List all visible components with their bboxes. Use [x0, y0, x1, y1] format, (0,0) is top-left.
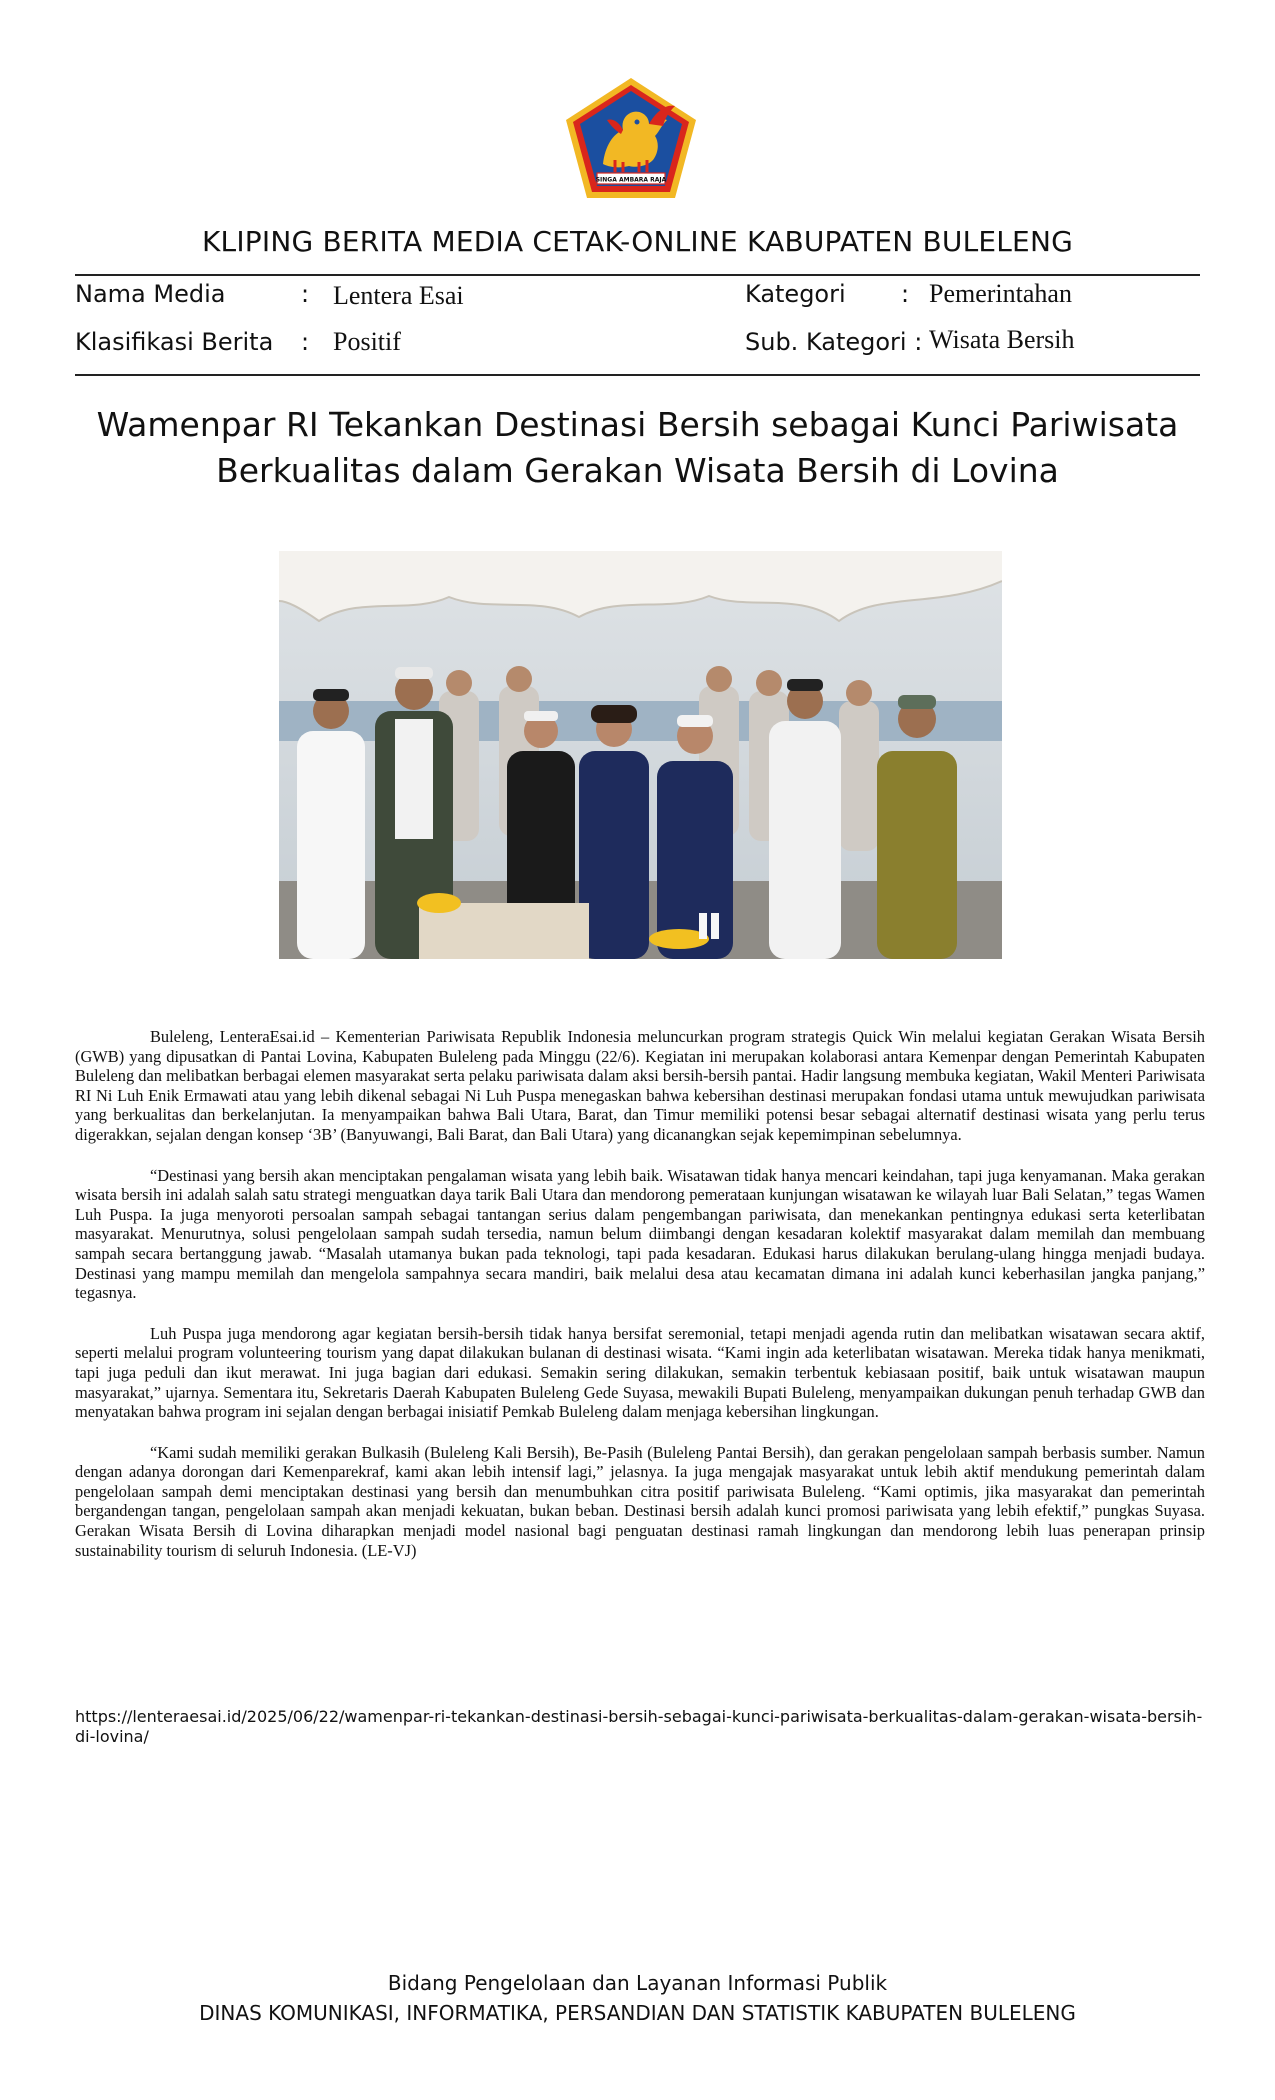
nama-media-value: Lentera Esai	[333, 281, 464, 310]
article-headline	[75, 402, 1200, 494]
klasifikasi-label: Klasifikasi Berita	[75, 328, 274, 356]
article-paragraph-2: “Destinasi yang bersih akan menciptakan pengalaman wisata yang lebih baik. Wisatawan tidak hanya mencari keindahan, tapi juga kenyamanan. Maka gerakan wisata bersih ini adalah salah satu strategi menguatkan daya tarik Bali Utara dan mendorong pemerataan kunjungan wisatawan ke wilayah luar Bali Selatan,” tegas Wamen Luh Puspa. Ia juga menyoroti persoalan sampah sebagai tantangan serius dalam pengembangan pariwisata, dan menekankan pentingnya edukasi serta keterlibatan masyarakat. Menurutnya, solusi pengelolaan sampah sudah tersedia, namun belum diimbangi dengan kesadaran kolektif masyarakat dalam memilah dan membuang sampah secara bertanggung jawab. “Masalah utamanya bukan pada teknologi, tapi pada kesadaran. Edukasi harus dilakukan berulang-ulang hingga menjadi budaya. Destinasi yang mampu memilah dan mengelola sampahnya secara mandiri, baik melalui desa atau kecamatan dimana ini adalah kunci keberhasilan jangka panjang,” tegasnya.	[75, 1165, 1205, 1303]
article-paragraph-1: Buleleng, LenteraEsai.id – Kementerian Pariwisata Republik Indonesia meluncurkan program strategis Quick Win melalui kegiatan Gerakan Wisata Bersih (GWB) yang dipusatkan di Pantai Lovina, Kabupaten Buleleng pada Minggu (22/6). Kegiatan ini merupakan kolaborasi antara Kemenpar dengan Pemerintah Kabupaten Buleleng dan melibatkan berbagai elemen masyarakat serta pelaku pariwisata dalam aksi bersih-bersih pantai. Hadir langsung membuka kegiatan, Wakil Menteri Pariwisata RI Ni Luh Enik Ermawati atau yang lebih dikenal sebagai Ni Luh Puspa menegaskan bahwa kebersihan destinasi merupakan fondasi utama untuk mewujudkan pariwisata yang berkualitas dan berkelanjutan. Ia menyampaikan bahwa Bali Utara, Barat, dan Timur memiliki potensi besar sebagai alternatif destinasi wisata yang perlu terus digerakkan, sejalan dengan konsep ‘3B’ (Banyuwangi, Bali Barat, dan Bali Utara) yang dicanangkan sejak kepemimpinan sebelumnya.	[75, 1027, 1205, 1144]
buleleng-emblem-logo	[563, 76, 699, 200]
headline-line-1: Wamenpar RI Tekankan Destinasi Bersih sebagai Kunci Pariwisata	[96, 405, 1179, 444]
document-title: KLIPING BERITA MEDIA CETAK-ONLINE KABUPATEN BULELENG	[201, 225, 1073, 258]
header-bottom-divider	[75, 374, 1200, 376]
footer-department: Bidang Pengelolaan dan Layanan Informasi Publik	[387, 1971, 888, 1995]
nama-media-label: Nama Media	[75, 280, 226, 308]
footer-agency: DINAS KOMUNIKASI, INFORMATIKA, PERSANDIAN DAN STATISTIK KABUPATEN BULELENG	[199, 2001, 1076, 2025]
article-paragraph-3: Luh Puspa juga mendorong agar kegiatan bersih-bersih tidak hanya bersifat seremonial, tetapi menjadi agenda rutin dan melibatkan wisatawan secara aktif, seperti melalui program volunteering tourism yang dapat dilakukan bulanan di destinasi wisata. “Kami ingin ada keterlibatan wisatawan. Mereka tidak hanya menikmati, tapi juga peduli dan ikut merawat. Ini juga bagian dari edukasi. Semakin sering dilakukan, semakin terbentuk kebiasaan positif, baik untuk wisatawan maupun masyarakat,” ujarnya. Sementara itu, Sekretaris Daerah Kabupaten Buleleng Gede Suyasa, mewakili Bupati Buleleng, menyampaikan dukungan penuh terhadap GWB dan menyatakan bahwa program ini sejalan dengan berbagai inisiatif Pemkab Buleleng dalam menjaga kebersihan lingkungan.	[75, 1323, 1205, 1422]
sub-kategori-label: Sub. Kategori :	[745, 328, 923, 356]
nama-media-colon: :	[301, 280, 310, 308]
article-source-url: https://lenteraesai.id/2025/06/22/wamenpar-ri-tekankan-destinasi-bersih-sebagai-kunci-pariwisata-berkualitas-dalam-gerakan-wisata-bersih-di-lovina/	[75, 1707, 1203, 1746]
article-photo	[279, 551, 1002, 959]
header-top-divider	[75, 274, 1200, 276]
klasifikasi-colon: :	[301, 328, 310, 356]
kategori-colon: :	[901, 280, 910, 308]
kategori-value: Pemerintahan	[929, 279, 1072, 308]
sub-kategori-value: Wisata Bersih	[929, 325, 1075, 354]
article-paragraph-4: “Kami sudah memiliki gerakan Bulkasih (Buleleng Kali Bersih), Be-Pasih (Buleleng Pantai Bersih), dan gerakan pengelolaan sampah berbasis sumber. Namun dengan adanya dorongan dari Kemenparekraf, kami akan lebih intensif lagi,” jelasnya. Ia juga mengajak masyarakat untuk lebih aktif mendukung pemerintah dalam pengelolaan sampah demi menciptakan destinasi yang bersih dan menumbuhkan citra positif pariwisata Buleleng. “Kami optimis, jika masyarakat dan pemerintah bergandengan tangan, pengelolaan sampah akan menjadi kekuatan, bukan beban. Destinasi bersih adalah kunci promosi pariwisata yang lebih efektif,” pungkas Suyasa. Gerakan Wisata Bersih di Lovina diharapkan menjadi model nasional bagi penguatan destinasi ramah lingkungan dan mendorong lebih luas penerapan prinsip sustainability tourism di seluruh Indonesia. (LE-VJ)	[75, 1442, 1205, 1560]
headline-line-2: Berkualitas dalam Gerakan Wisata Bersih di Lovina	[216, 451, 1059, 490]
klasifikasi-value: Positif	[333, 327, 401, 356]
article-body	[75, 1027, 1205, 1581]
kategori-label: Kategori	[745, 280, 846, 308]
svg-text:SINGA AMBARA RAJA: SINGA AMBARA RAJA	[595, 176, 667, 184]
